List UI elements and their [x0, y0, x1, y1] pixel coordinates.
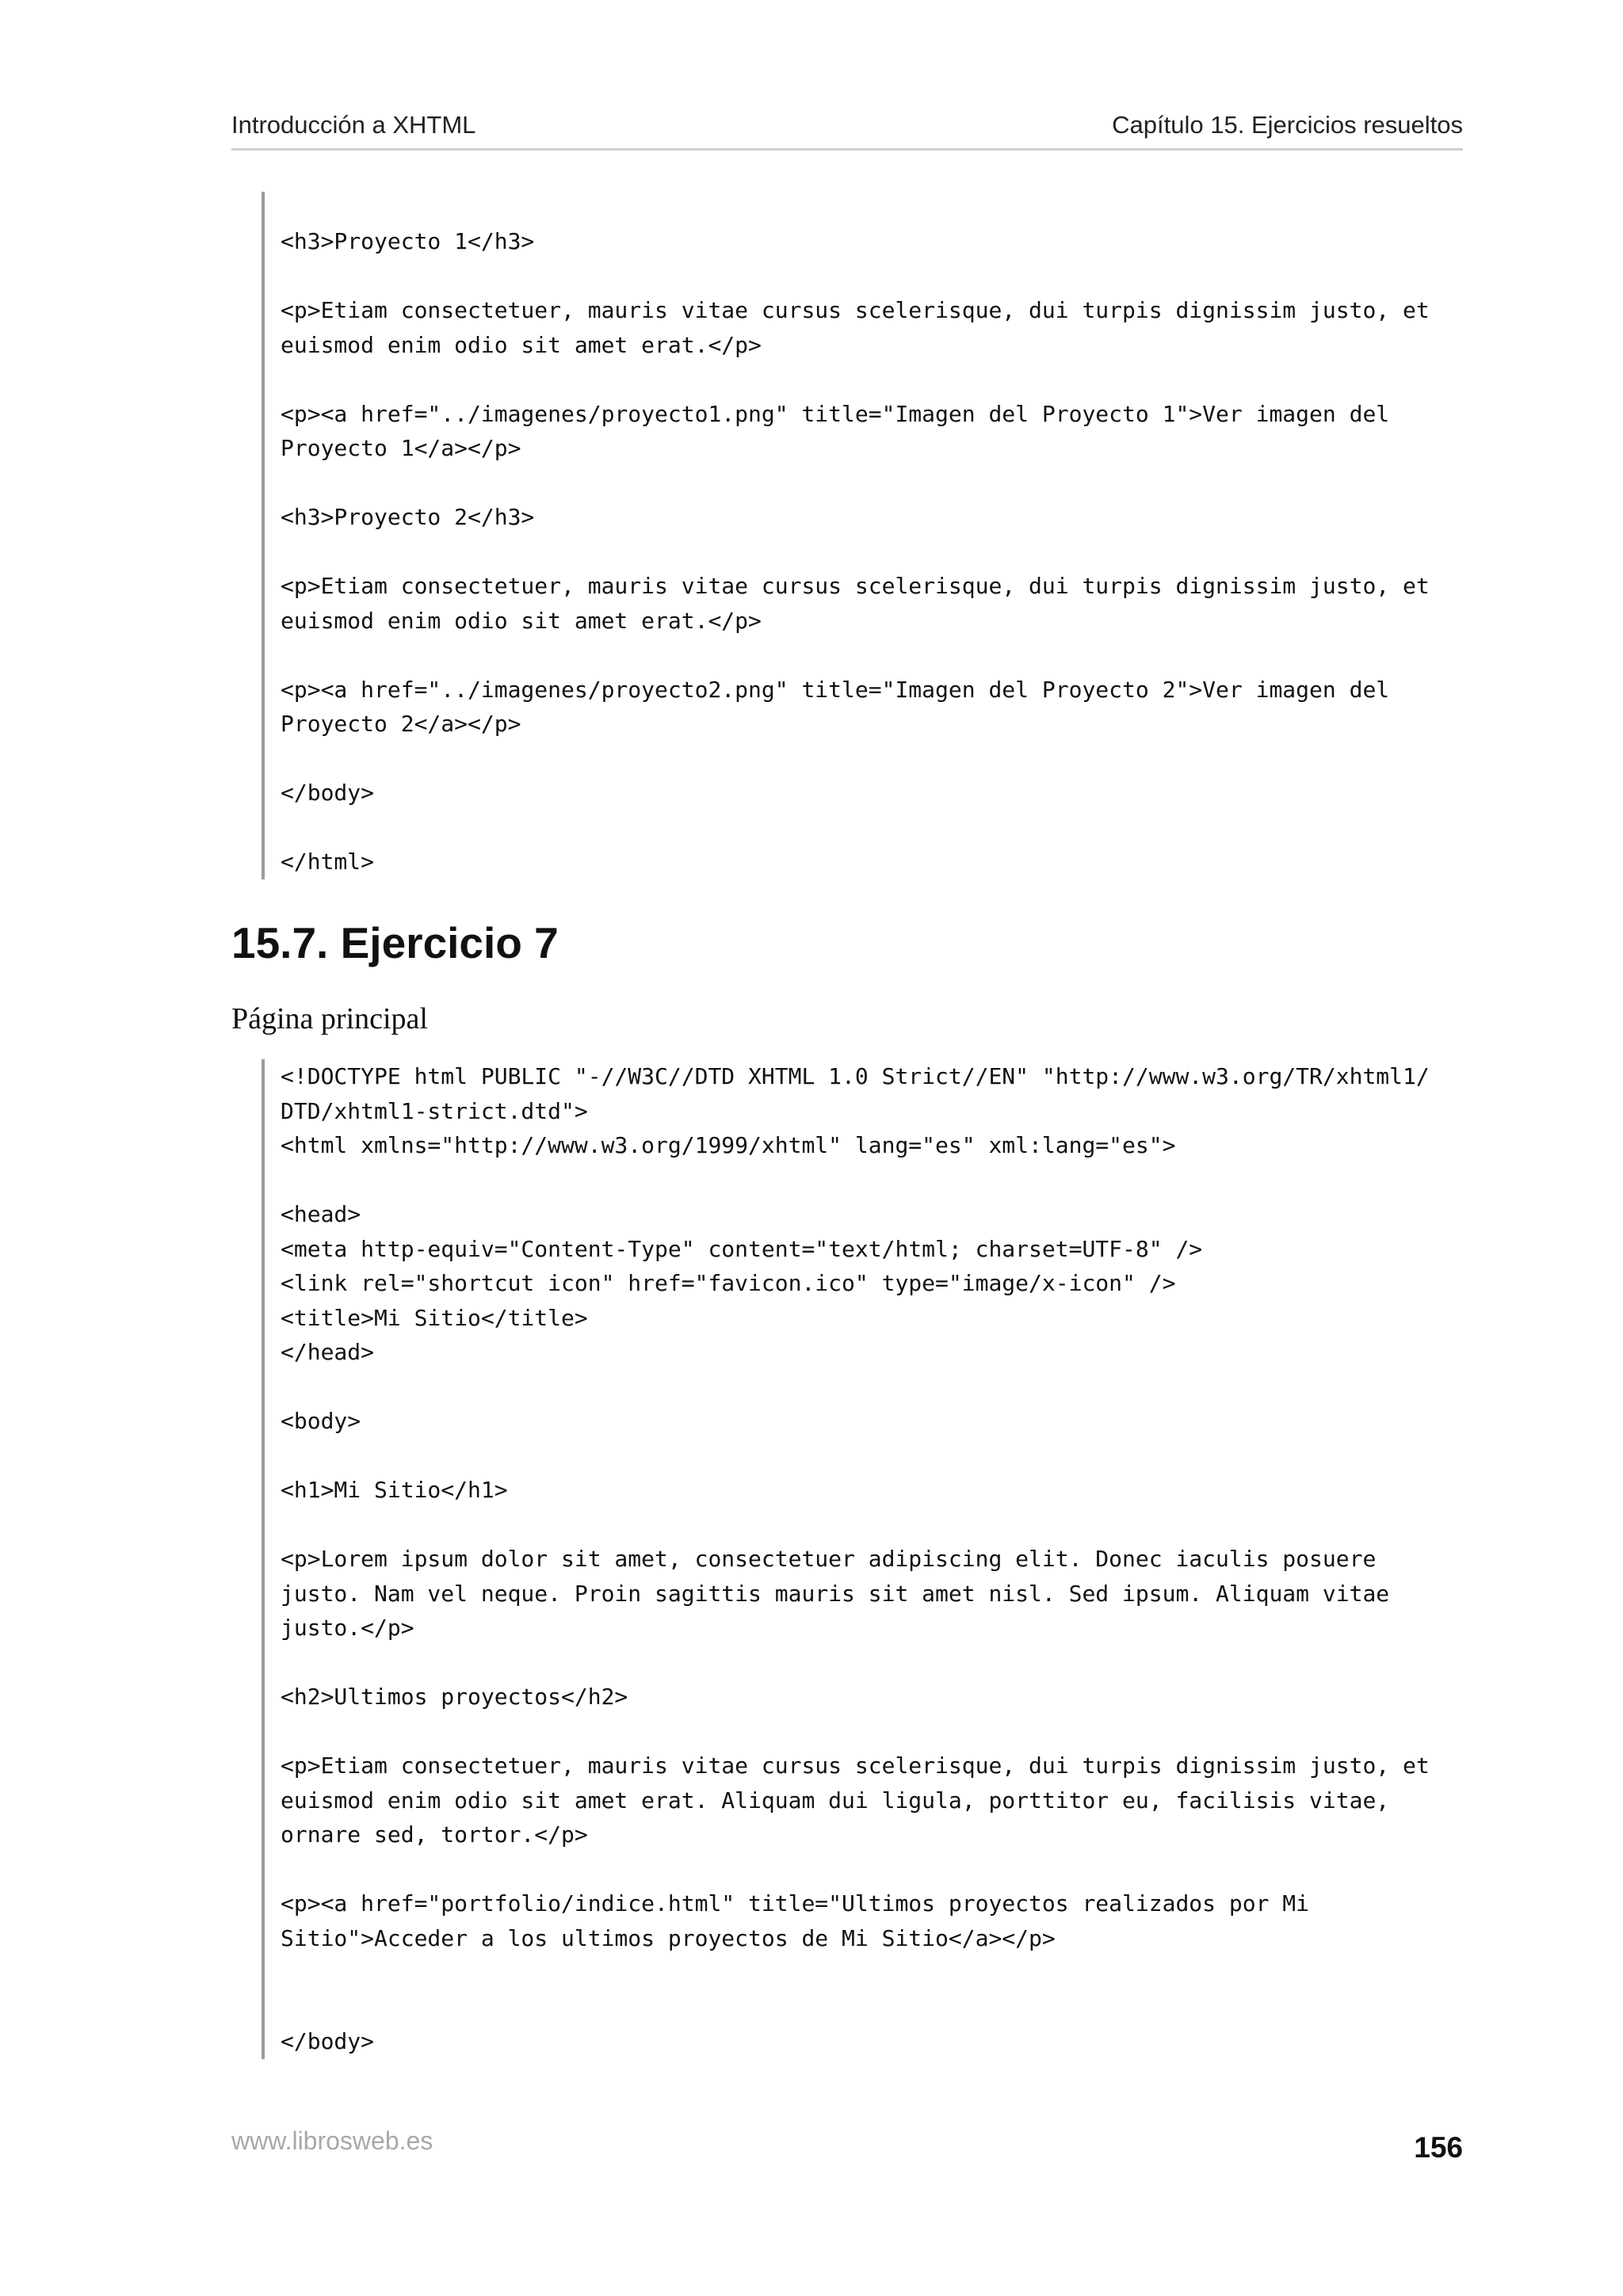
code-block-continued: [262, 192, 1469, 879]
code-listing-top: <h3>Proyecto 1</h3> <p>Etiam consectetuer, mauris vitae cursus scelerisque, dui turpis dignissim justo, et euismod enim odio sit amet erat.</p> <p><a href="../imagenes/proyecto1.png" title="Imagen del Proyecto 1">Ver imagen del Proyecto 1</a></p> <h3>Proyecto 2</h3> <p>Etiam consectetuer, mauris vitae cursus scelerisque, dui turpis dignissim justo, et euismod enim odio sit amet erat.</p> <p><a href="../imagenes/proyecto2.png" title="Imagen del Proyecto 2">Ver imagen del Proyecto 2</a></p> </body> </html>: [281, 228, 1430, 875]
section-title: 15.7. Ejercicio 7: [231, 918, 559, 967]
code-block-main-page: [262, 1059, 1469, 2059]
book-title: Introducción a XHTML: [231, 111, 476, 139]
section-subtitle: Página principal: [231, 1002, 428, 1035]
code-listing-bottom: <!DOCTYPE html PUBLIC "-//W3C//DTD XHTML 1.0 Strict//EN" "http://www.w3.org/TR/xhtml1/ DTD/xhtml1-strict.dtd"> <html xmlns="http://www.w3.org/1999/xhtml" lang="es" xml:lang="es"> <head> <meta http-equiv="Content-Type" content="text/html; charset=UTF-8" /> <link rel="shortcut icon" href="favicon.ico" type="image/x-icon" /> <title>Mi Sitio</title> </head> <body> <h1>Mi Sitio</h1> <p>Lorem ipsum dolor sit amet, consectetuer adipiscing elit. Donec iaculis posuere justo. Nam vel neque. Proin sagittis mauris sit amet nisl. Sed ipsum. Aliquam vitae justo.</p> <h2>Ultimos proyectos</h2> <p>Etiam consectetuer, mauris vitae cursus scelerisque, dui turpis dignissim justo, et euismod enim odio sit amet erat. Aliquam dui ligula, porttitor eu, facilisis vitae, ornare sed, tortor.</p> <p><a href="portfolio/indice.html" title="Ultimos proyectos realizados por Mi Sitio">Acceder a los ultimos proyectos de Mi Sitio</a></p> </body>: [281, 1063, 1430, 2054]
page-number: 156: [1414, 2131, 1463, 2164]
header-divider: [231, 148, 1463, 151]
page-header: [231, 111, 1463, 151]
footer-website: www.librosweb.es: [231, 2126, 433, 2155]
chapter-title: Capítulo 15. Ejercicios resueltos: [1112, 111, 1463, 139]
